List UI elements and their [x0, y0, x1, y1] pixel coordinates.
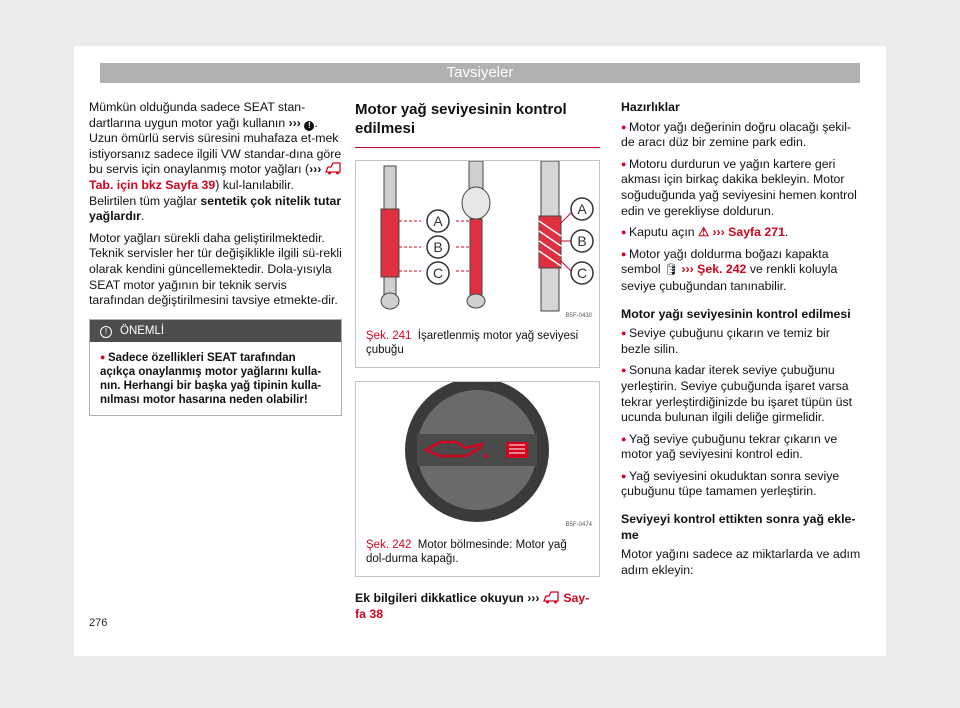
label-a-right [571, 198, 593, 220]
link-oil-table[interactable]: Tab. için bkz Sayfa 39 [89, 177, 216, 192]
column-2 [355, 100, 600, 628]
prep-step-3: ● Kaputu açın ⚠ ››› Sayfa 271. [621, 225, 861, 241]
link-page-38[interactable]: Say-fa 38 [355, 591, 590, 621]
prep-title: Hazırlıklar [621, 100, 680, 114]
oil-cap-illustration [356, 382, 599, 530]
link-page-271[interactable]: ››› Sayfa 271 [712, 225, 785, 240]
oil-can-icon: 🛢 [664, 264, 679, 277]
svg-text:C: C [432, 265, 444, 281]
important-notice [89, 319, 342, 416]
prep-step-4: ● Motor yağı doldurma boğazı kapakta sembol 🛢 ››› Şek. 242 ve renkli koluyla seviye çubuğundan tanınabilir. [621, 247, 861, 295]
important-notice-text: ● Sadece özellikleri SEAT tarafından açıkça onaylanmış motor yağlarını kulla-nın. Herhangi bir başka yağ tipinin kulla-nılması motor hasarına neden olabilir! [90, 342, 341, 415]
car-manual-icon [543, 591, 560, 604]
svg-text:C: C [576, 265, 588, 281]
svg-text:B: B [577, 233, 587, 249]
figure-241 [355, 160, 600, 368]
column-1 [89, 100, 342, 416]
paragraph-oil-standards: Mümkün olduğunda sadece SEAT stan-dartlarına uygun motor yağı kullanın ››› ! . Uzun ömürlü servis süresini muhafaza et-mek istiyorsanız sadece ilgili VW standar-dına göre bu servis için onaylanmış motor yağları (››› Tab. için bkz Sayfa 39) kul-lanılabilir. Belirtilen tüm yağlar sentetik çok nitelik tutar yağlardır. [89, 100, 342, 224]
dipstick-illustration [356, 161, 599, 321]
info-circle-icon: ! [100, 326, 112, 338]
important-notice-header: ! ÖNEMLİ [90, 320, 341, 342]
label-b [427, 236, 449, 258]
after-title: Seviyeyi kontrol ettikten sonra yağ ekle-me [621, 512, 856, 542]
label-a [427, 210, 449, 232]
svg-text:B: B [433, 239, 443, 255]
figure-242-caption: Şek. 242 Motor bölmesinde: Motor yağ dol-durma kapağı. [366, 539, 567, 565]
link-fig-242[interactable]: ››› Şek. 242 [681, 262, 747, 277]
check-step-4: ● Yağ seviyesini okuduktan sonra seviye çubuğunu tüpe tamamen yerleştirin. [621, 469, 861, 500]
label-c-right [571, 262, 593, 284]
section-heading: Motor yağ seviyesinin kontrol edilmesi [355, 100, 600, 148]
info-circle-icon: ! [304, 121, 314, 131]
check-title: Motor yağı seviyesinin kontrol edilmesi [621, 306, 851, 321]
check-step-2: ● Sonuna kadar iterek seviye çubuğunu yerleştirin. Seviye çubuğunda işaret varsa tekrar yerleştirdiğinizde bu işaret tüpün üst ucunda bulunan ilgili deliğe girmelidir. [621, 363, 861, 425]
figure-241-caption: Şek. 241 İşaretlenmiş motor yağ seviyesi çubuğu [366, 330, 579, 356]
more-info-line: Ek bilgileri dikkatlice okuyun ››› Say-fa 38 [355, 591, 590, 621]
figure-242 [355, 381, 600, 577]
prep-step-1: ● Motor yağı değerinin doğru olacağı şekil-de aracı düz bir zemine park edin. [621, 120, 861, 151]
page-number: 276 [89, 617, 108, 629]
label-c [427, 262, 449, 284]
car-manual-icon [325, 162, 342, 175]
warning-triangle-icon: ⚠ [698, 225, 710, 240]
svg-text:A: A [433, 213, 443, 229]
figure-code: B5F-0474 [565, 522, 592, 528]
check-step-1: ● Seviye çubuğunu çıkarın ve temiz bir bezle silin. [621, 326, 861, 357]
svg-text:A: A [577, 201, 587, 217]
manual-book-icon [506, 442, 528, 458]
check-step-3: ● Yağ seviye çubuğunu tekrar çıkarın ve motor yağ seviyesini kontrol edin. [621, 432, 861, 463]
after-text: Motor yağını sadece az miktarlarda ve adım adım ekleyin: [621, 547, 861, 577]
page-header: Tavsiyeler [100, 63, 860, 83]
figure-code: B5F-0430 [565, 313, 592, 319]
paragraph-oil-development: Motor yağları sürekli daha geliştirilmektedir. Teknik servisler her tür değişiklikle ilgili sü-rekli olarak kendini güncellemektedir. Dola-yısıyla SEAT motor yağının bir teknik servis tarafından değiştirilmesini tavsiye etmekte-dir. [89, 230, 342, 308]
prep-step-2: ● Motoru durdurun ve yağın kartere geri akması için birkaç dakika bekleyin. Motor soğuduğunda yağ seviyesini hemen kontrol edin ve gerekliyse doldurun. [621, 157, 861, 219]
label-b-right [571, 230, 593, 252]
column-3 [621, 100, 861, 584]
